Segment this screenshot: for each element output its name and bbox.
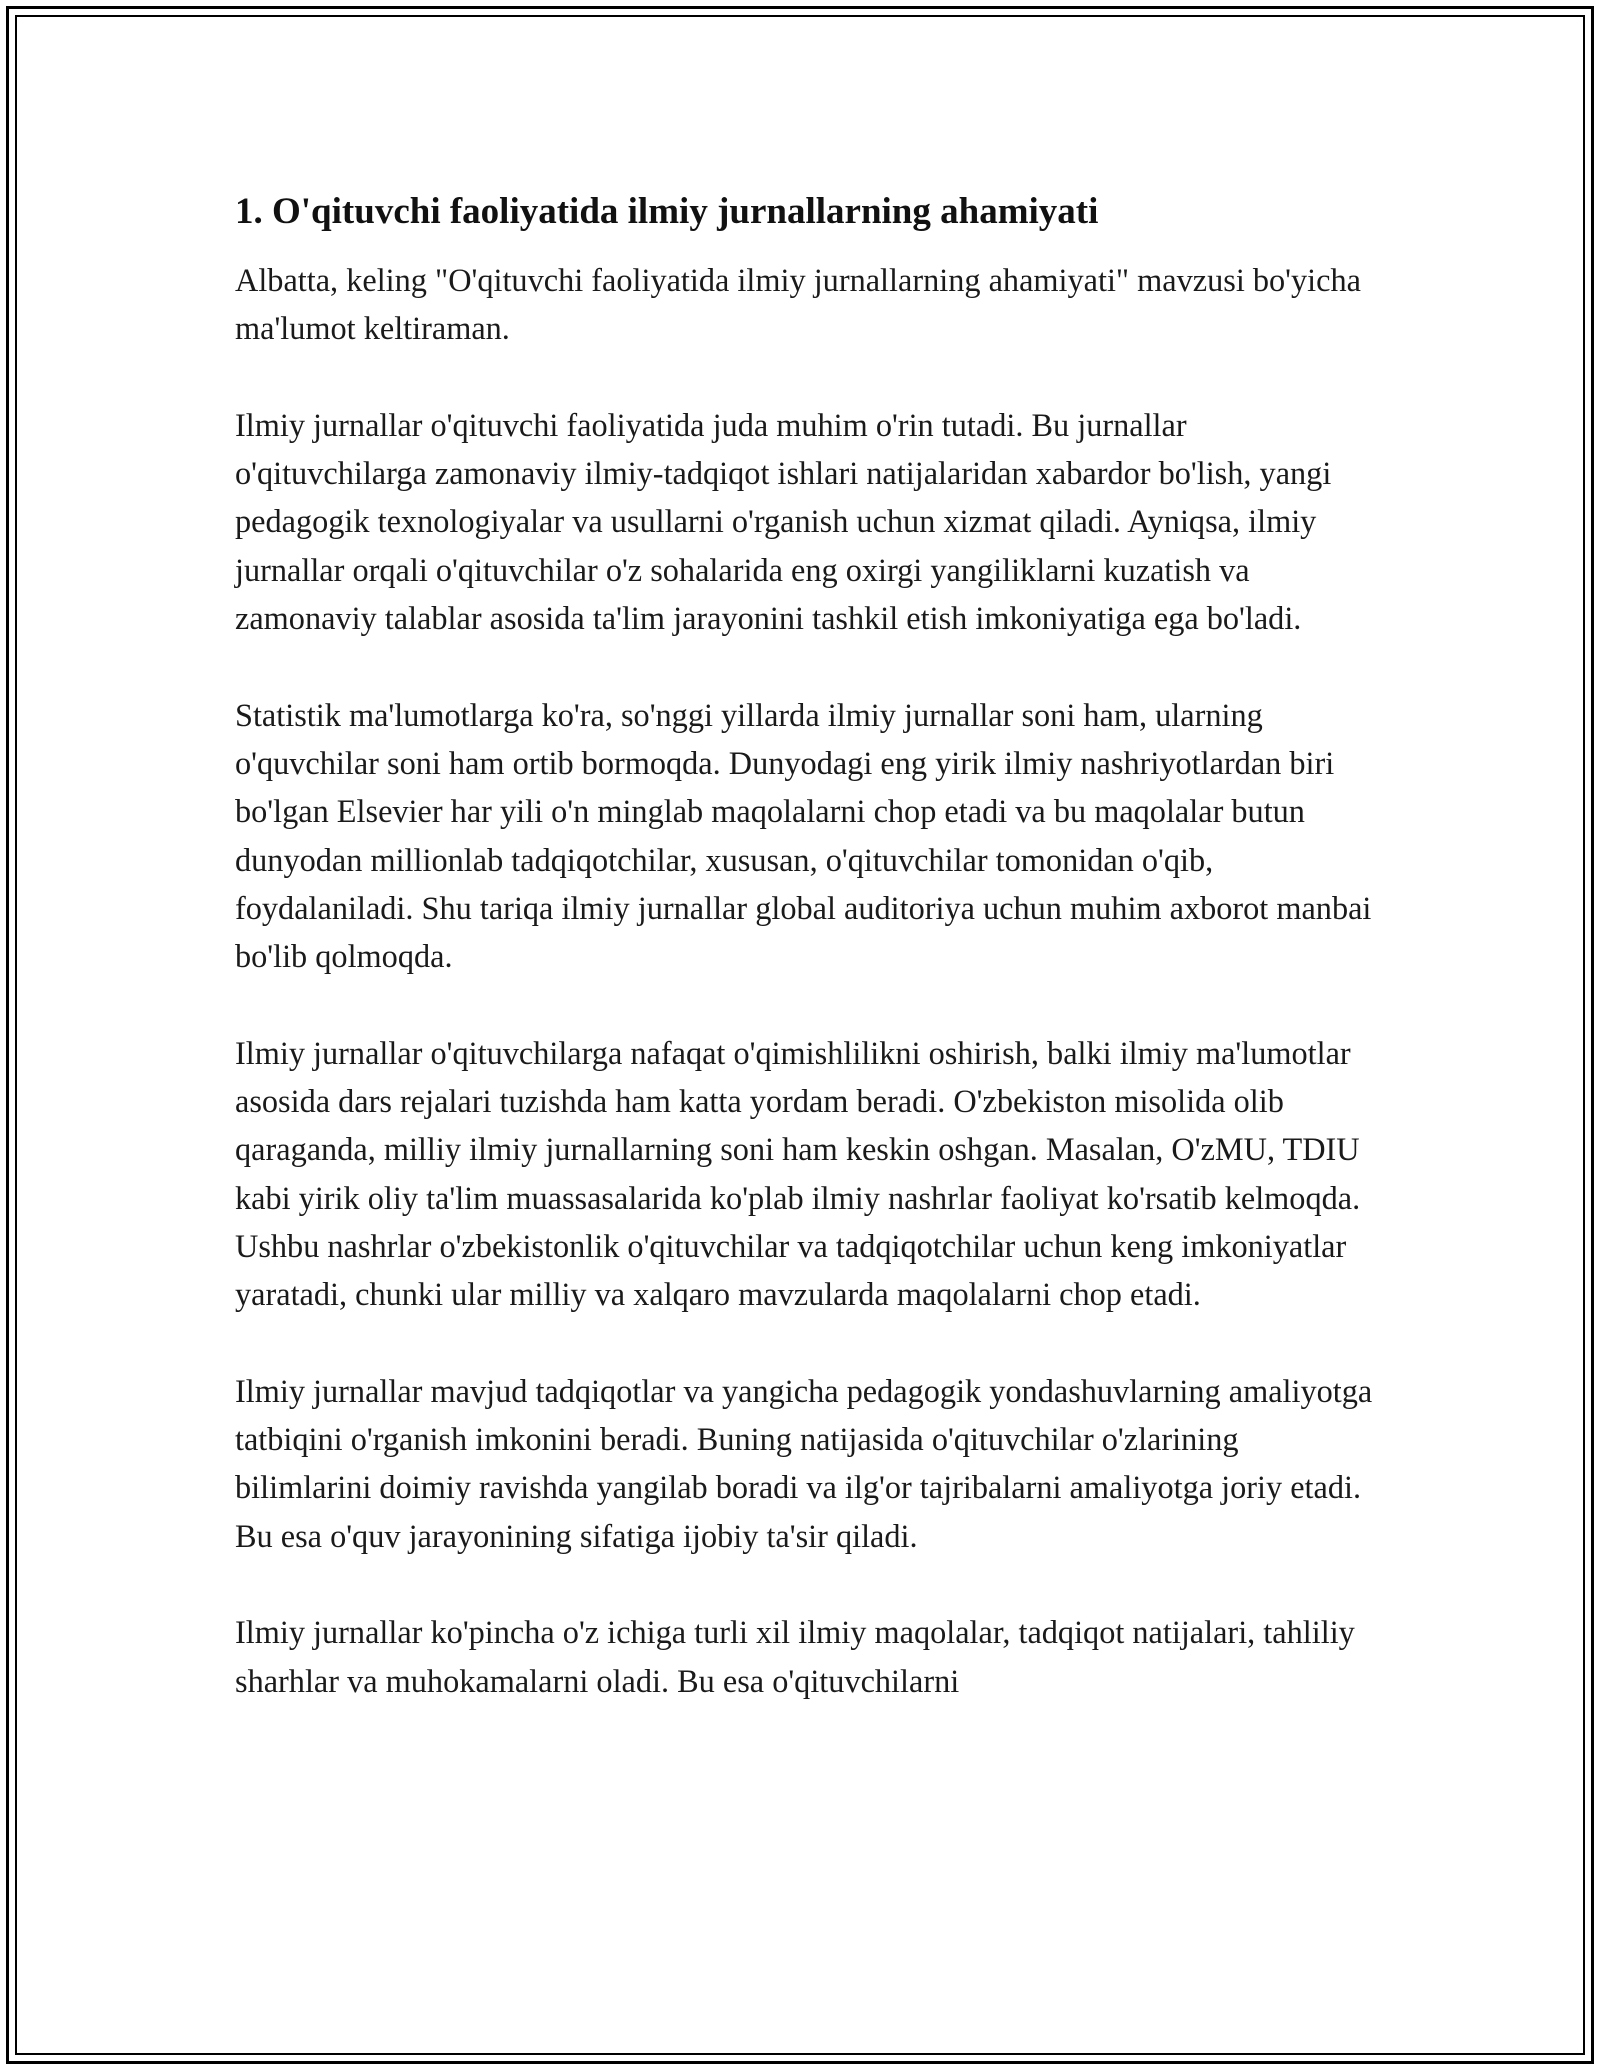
document-body [235, 188, 1375, 1705]
paragraph-uzbekistan: Ilmiy jurnallar o'qituvchilarga nafaqat o'qimishlilikni oshirish, balki ilmiy ma'lumotlar asosida dars rejalari tuzishda ham katta yordam beradi. O'zbekiston misolida olib qaraganda, milliy ilmiy jurnallarning soni ham keskin oshgan. Masalan, O'zMU, TDIU kabi yirik oliy ta'lim muassasalarida ko'plab ilmiy nashrlar faoliyat ko'rsatib kelmoqda. Ushbu nashrlar o'zbekistonlik o'qituvchilar va tadqiqotchilar uchun keng imkoniyatlar yaratadi, chunki ular milliy va xalqaro mavzularda maqolalarni chop etadi. [235, 1034, 1361, 1313]
section-heading: 1. O'qituvchi faoliyatida ilmiy jurnallarning ahamiyati [235, 191, 1099, 232]
paragraph-importance: Ilmiy jurnallar o'qituvchi faoliyatida juda muhim o'rin tutadi. Bu jurnallar o'qituvchilarga zamonaviy ilmiy-tadqiqot ishlari natijalaridan xabardor bo'lish, yangi pedagogik texnologiyalar va usullarni o'rganish uchun xizmat qiladi. Ayniqsa, ilmiy jurnallar orqali o'qituvchilar o'z sohalarida eng oxirgi yangiliklarni kuzatish va zamonaviy talablar asosida ta'lim jarayonini tashkil etish imkoniyatiga ega bo'ladi. [235, 406, 1332, 637]
paragraph-statistics: Statistik ma'lumotlarga ko'ra, so'nggi yillarda ilmiy jurnallar soni ham, ularning o'quvchilar soni ham ortib bormoqda. Dunyodagi eng yirik ilmiy nashriyotlardan biri bo'lgan Elsevier har yili o'n minglab maqolalarni chop etadi va bu maqolalar butun dunyodan millionlab tadqiqotchilar, xususan, o'qituvchilar tomonidan o'qib, foydalaniladi. Shu tariqa ilmiy jurnallar global auditoriya uchun muhim axborot manbai bo'lib qolmoqda. [235, 696, 1372, 975]
paragraph-practice: Ilmiy jurnallar mavjud tadqiqotlar va yangicha pedagogik yondashuvlarning amaliyotga tatbiqini o'rganish imkonini beradi. Buning natijasida o'qituvchilar o'zlarining bilimlarini doimiy ravishda yangilab boradi va ilg'or tajribalarni amaliyotga joriy etadi. Bu esa o'quv jarayonining sifatiga ijobiy ta'sir qiladi. [235, 1372, 1373, 1554]
paragraph-intro: Albatta, keling "O'qituvchi faoliyatida ilmiy jurnallarning ahamiyati" mavzusi bo'yicha ma'lumot keltiraman. [235, 262, 1361, 347]
paragraph-contents: Ilmiy jurnallar ko'pincha o'z ichiga turli xil ilmiy maqolalar, tadqiqot natijalari, tahliliy sharhlar va muhokamalarni oladi. Bu esa o'qituvchilarni [235, 1614, 1355, 1699]
